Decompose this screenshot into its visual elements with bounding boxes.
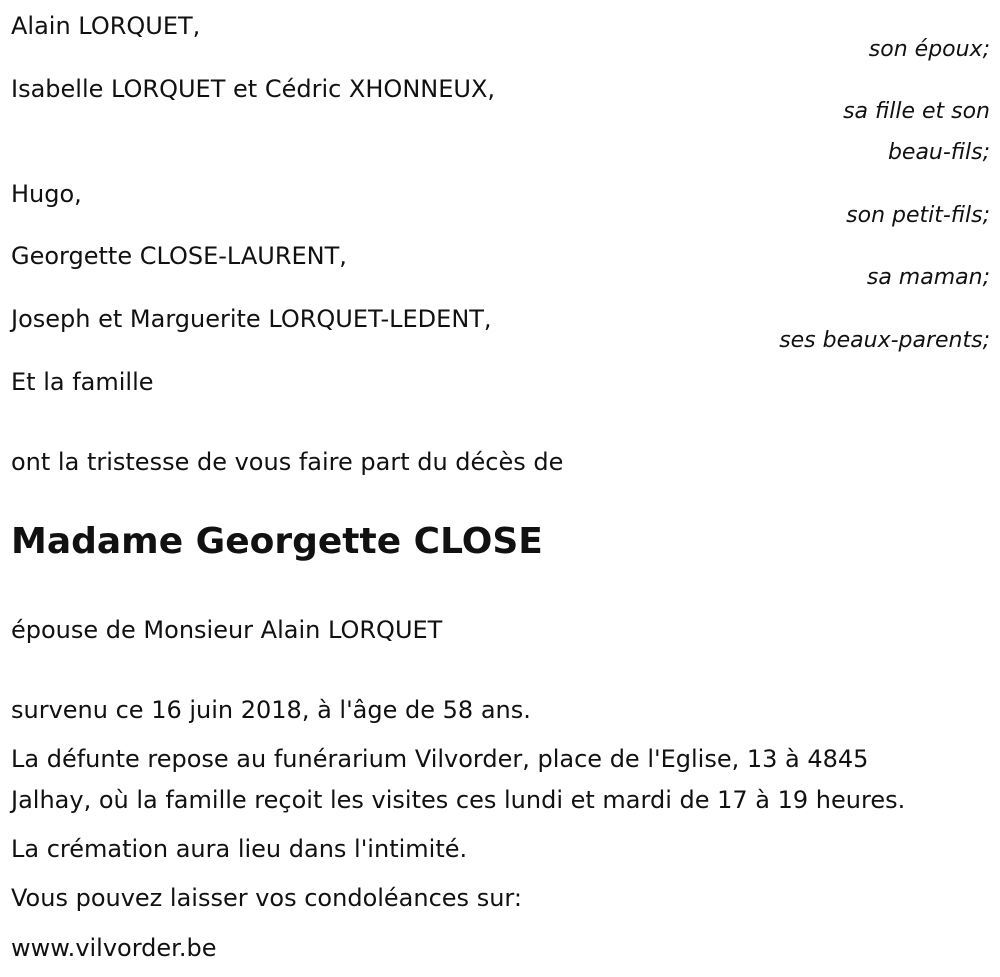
- family-member-relation: ses beaux-parents;: [779, 328, 990, 353]
- announcement-text: ont la tristesse de vous faire part du décès de: [11, 448, 564, 476]
- cremation-line: La crémation aura lieu dans l'intimité.: [11, 835, 468, 863]
- family-member-relation: son petit-fils;: [846, 203, 990, 228]
- family-member-name: Et la famille: [11, 368, 154, 396]
- family-member-relation: son époux;: [868, 37, 990, 62]
- spouse-line: épouse de Monsieur Alain LORQUET: [11, 616, 443, 644]
- family-member-name: Joseph et Marguerite LORQUET-LEDENT,: [11, 305, 492, 333]
- family-member-name: Georgette CLOSE-LAURENT,: [11, 242, 347, 270]
- condolences-line: Vous pouvez laisser vos condoléances sur:: [11, 884, 522, 912]
- date-line: survenu ce 16 juin 2018, à l'âge de 58 ans.: [11, 696, 531, 724]
- family-member-relation: beau-fils;: [887, 140, 990, 165]
- family-member-name: Hugo,: [11, 180, 82, 208]
- family-member-name: Alain LORQUET,: [11, 12, 201, 40]
- repose-line: La défunte repose au funérarium Vilvorder, place de l'Eglise, 13 à 4845: [11, 745, 869, 773]
- deceased-name: Madame Georgette CLOSE: [11, 521, 543, 562]
- family-member-relation: sa fille et son: [843, 99, 990, 124]
- repose-line: Jalhay, où la famille reçoit les visites ces lundi et mardi de 17 à 19 heures.: [11, 786, 906, 814]
- family-member-relation: sa maman;: [866, 265, 990, 290]
- website-link[interactable]: www.vilvorder.be: [11, 934, 217, 962]
- family-member-name: Isabelle LORQUET et Cédric XHONNEUX,: [11, 75, 496, 103]
